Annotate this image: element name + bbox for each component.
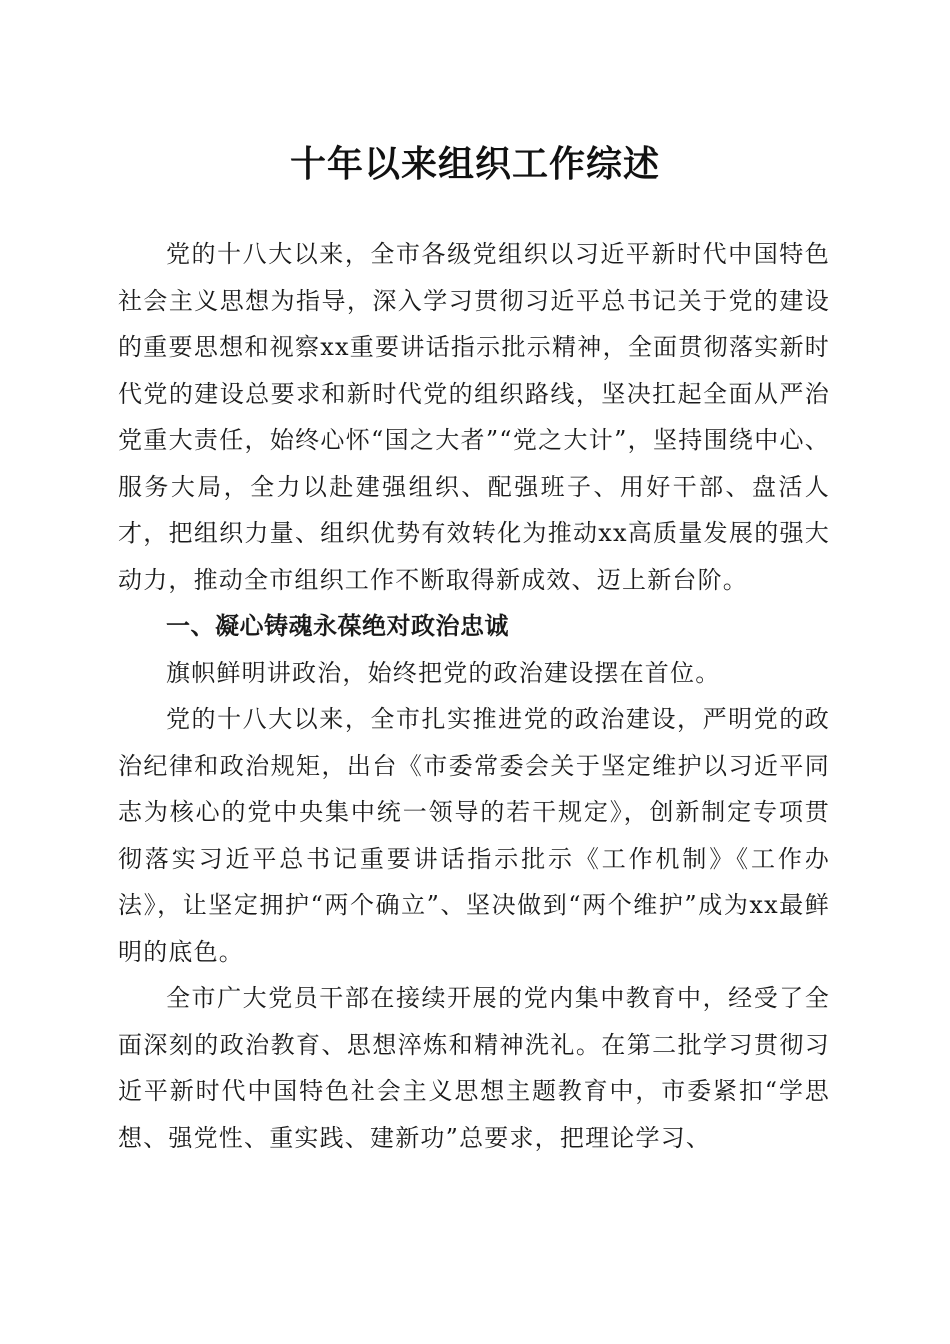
document-body [118, 231, 830, 1161]
education-paragraph: 全市广大党员干部在接续开展的党内集中教育中，经受了全面深刻的政治教育、思想淬炼和精神洗礼。在第二批学习贯彻习近平新时代中国特色社会主义思想主题教育中，市委紧扣“学思想、强党性、重实践、建新功”总要求，把理论学习、 [118, 984, 830, 1152]
political-building-paragraph: 党的十八大以来，全市扎实推进党的政治建设，严明党的政治纪律和政治规矩，出台《市委常委会关于坚定维护以习近平同志为核心的党中央集中统一领导的若干规定》，创新制定专项贯彻落实习近平总书记重要讲话指示批示《工作机制》《工作办法》，让坚定拥护“两个确立”、坚决做到“两个维护”成为xx最鲜明的底色。 [118, 705, 830, 966]
section-heading: 一、凝心铸魂永葆绝对政治忠诚 [166, 612, 509, 640]
page-title: 十年以来组织工作综述 [289, 143, 660, 185]
section-lead-paragraph: 旗帜鲜明讲政治，始终把党的政治建设摆在首位。 [166, 658, 721, 687]
intro-paragraph: 党的十八大以来，全市各级党组织以习近平新时代中国特色社会主义思想为指导，深入学习贯彻习近平总书记关于党的建设的重要思想和视察xx重要讲话指示批示精神，全面贯彻落实新时代党的建设总要求和新时代党的组织路线，坚决扛起全面从严治党重大责任，始终心怀“国之大者”“党之大计”，坚持围绕中心、服务大局，全力以赴建强组织、配强班子、用好干部、盘活人才，把组织力量、组织优势有效转化为推动xx高质量发展的强大动力，推动全市组织工作不断取得新成效、迈上新台阶。 [118, 240, 830, 594]
